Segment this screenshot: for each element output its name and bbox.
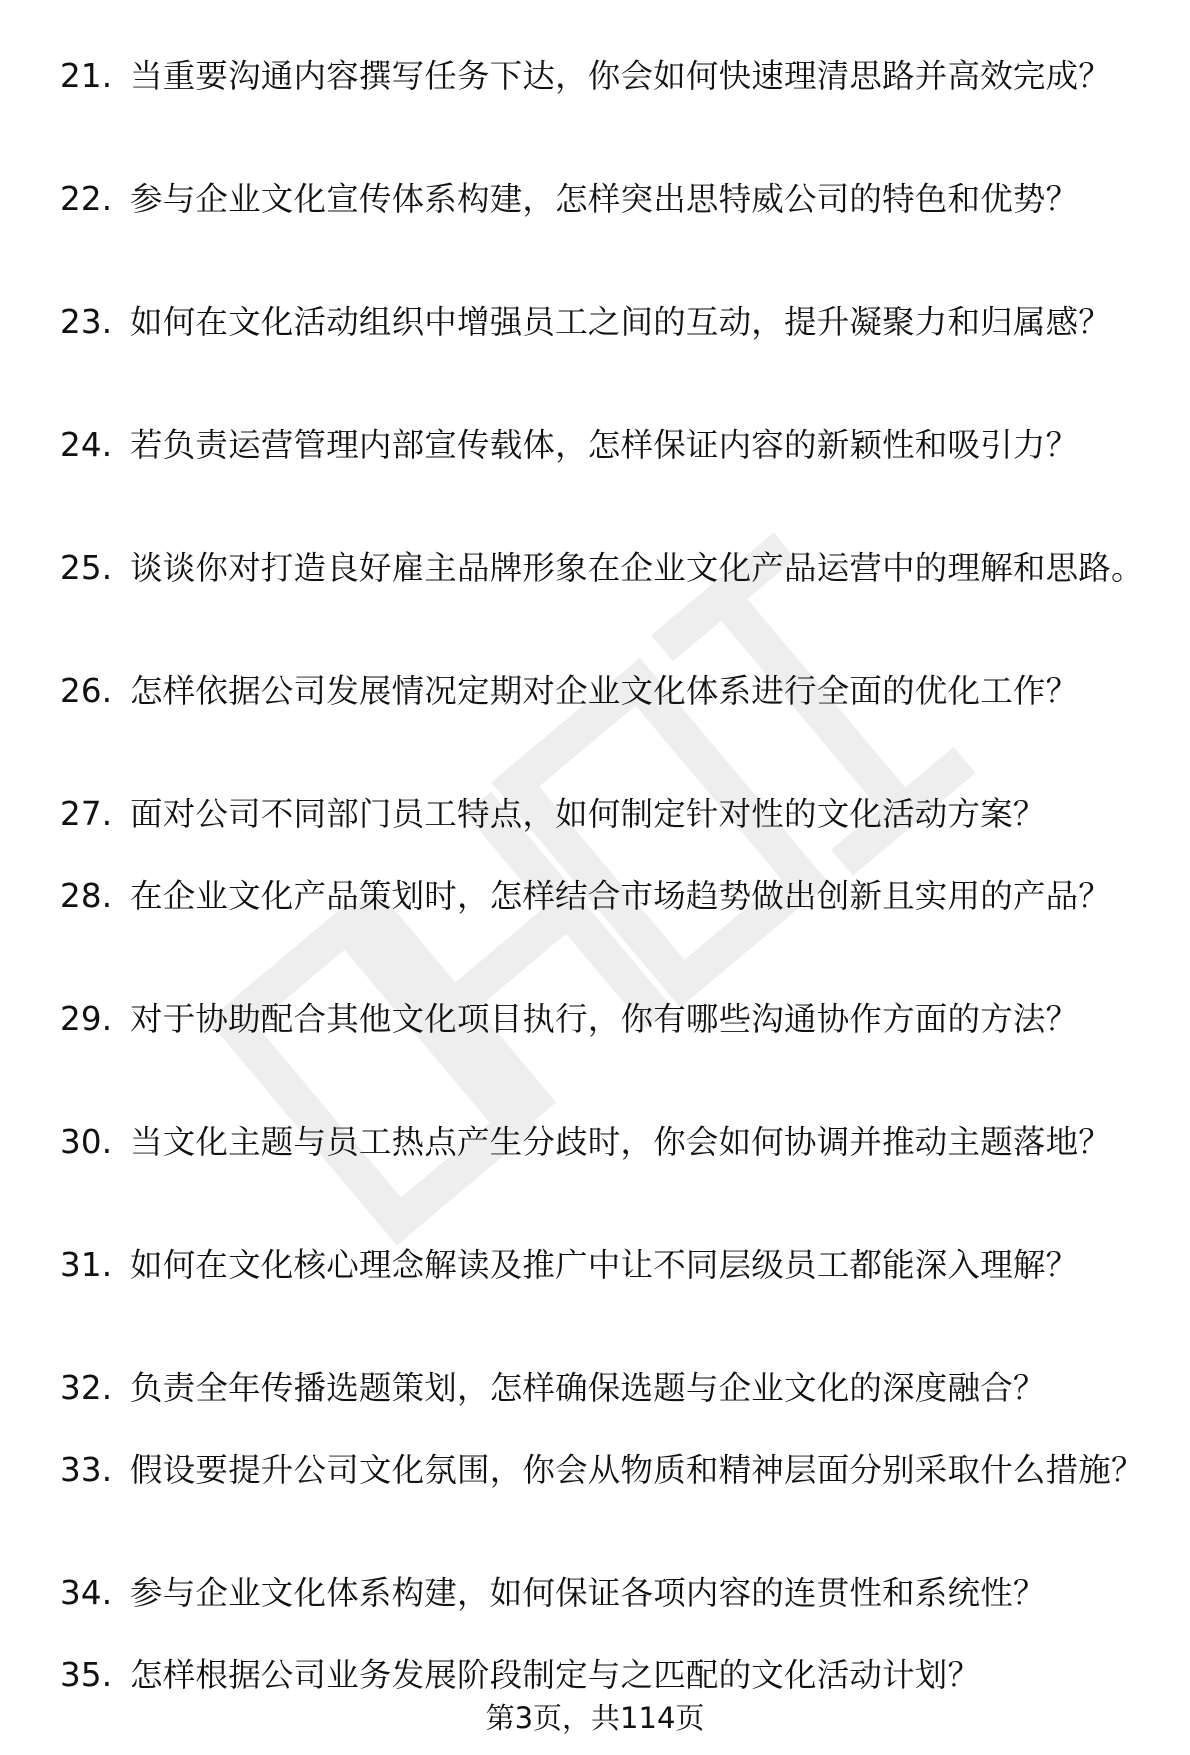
- question-number: 24.: [60, 426, 113, 464]
- question-item: [60, 179, 1150, 302]
- question-item: [60, 1122, 1150, 1245]
- question-text: 当重要沟通内容撰写任务下达，你会如何快速理清思路并高效完成？: [130, 57, 1112, 95]
- question-item: [60, 1245, 1150, 1368]
- question-text: 假设要提升公司文化氛围，你会从物质和精神层面分别采取什么措施？: [130, 1451, 1144, 1489]
- question-item: [60, 1573, 1150, 1655]
- question-item: [60, 56, 1150, 179]
- question-text: 怎样根据公司业务发展阶段制定与之匹配的文化活动计划？: [130, 1656, 981, 1694]
- question-text: 若负责运营管理内部宣传载体，怎样保证内容的新颖性和吸引力？: [130, 426, 1079, 464]
- question-text: 面对公司不同部门员工特点，如何制定针对性的文化活动方案？: [130, 795, 1046, 833]
- question-number: 32.: [60, 1369, 113, 1407]
- question-number: 35.: [60, 1656, 113, 1694]
- question-text: 参与企业文化宣传体系构建，怎样突出思特威公司的特色和优势？: [130, 180, 1079, 218]
- question-item: [60, 1368, 1150, 1450]
- question-item: [60, 794, 1150, 876]
- question-number: 28.: [60, 877, 113, 915]
- page-footer: 第3页，共114页: [485, 1701, 705, 1735]
- question-item: [60, 1450, 1150, 1573]
- question-number: 26.: [60, 672, 113, 710]
- question-text: 当文化主题与员工热点产生分歧时，你会如何协调并推动主题落地？: [130, 1123, 1112, 1161]
- question-text: 负责全年传播选题策划，怎样确保选题与企业文化的深度融合？: [130, 1369, 1046, 1407]
- question-number: 21.: [60, 57, 113, 95]
- question-number: 23.: [60, 303, 113, 341]
- question-item: [60, 302, 1150, 425]
- question-number: 31.: [60, 1246, 113, 1284]
- question-text: 在企业文化产品策划时，怎样结合市场趋势做出创新且实用的产品？: [130, 877, 1112, 915]
- question-list: [60, 56, 1150, 1737]
- question-text: 如何在文化活动组织中增强员工之间的互动，提升凝聚力和归属感？: [130, 303, 1112, 341]
- question-number: 33.: [60, 1451, 113, 1489]
- question-number: 34.: [60, 1574, 113, 1612]
- question-number: 22.: [60, 180, 113, 218]
- question-text: 对于协助配合其他文化项目执行，你有哪些沟通协作方面的方法？: [130, 1000, 1079, 1038]
- question-text: 参与企业文化体系构建，如何保证各项内容的连贯性和系统性？: [130, 1574, 1046, 1612]
- question-item: [60, 548, 1150, 671]
- question-item: [60, 425, 1150, 548]
- question-item: [60, 671, 1150, 794]
- question-item: [60, 876, 1150, 999]
- question-number: 29.: [60, 1000, 113, 1038]
- question-number: 27.: [60, 795, 113, 833]
- question-text: 如何在文化核心理念解读及推广中让不同层级员工都能深入理解？: [130, 1246, 1079, 1284]
- question-text: 谈谈你对打造良好雇主品牌形象在企业文化产品运营中的理解和思路。: [130, 549, 1144, 587]
- question-number: 30.: [60, 1123, 113, 1161]
- question-number: 25.: [60, 549, 113, 587]
- question-item: [60, 999, 1150, 1122]
- question-text: 怎样依据公司发展情况定期对企业文化体系进行全面的优化工作？: [130, 672, 1079, 710]
